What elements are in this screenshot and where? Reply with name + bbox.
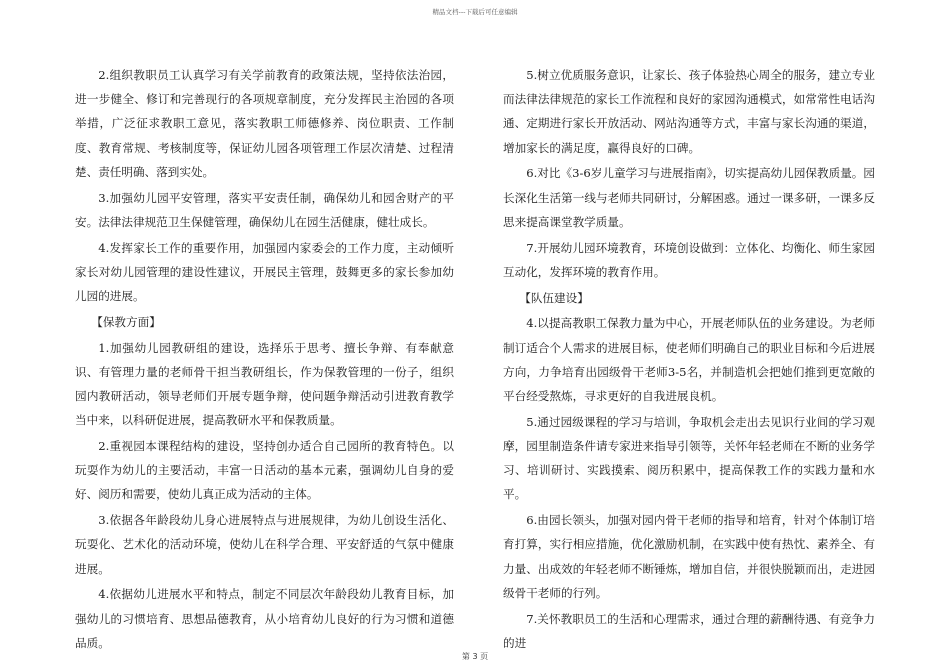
page-number: 第 3 页: [461, 652, 489, 661]
paragraph: 5.树立优质服务意识，让家长、孩子体验热心周全的服务，建立专业而法律法律规范的家长工作流程和良好的家园沟通模式，如常常性电话沟通、定期进行家长开放活动、网站沟通等方式，丰富与家长沟通的渠道，增加家长的满足度，赢得良好的口碑。: [503, 68, 875, 155]
paragraph: 2.重视园本课程结构的建设，坚持创办适合自己园所的教育特色。以玩耍作为幼儿的主要活动，丰富一日活动的基本元素，强调幼儿自身的爱好、阅历和需要，使幼儿真正成为活动的主体。: [75, 439, 454, 502]
paragraph: 4.以提高教职工保教力量为中心，开展老师队伍的业务建设。为老师制订适合个人需求的进展目标，使老师们明确自己的职业目标和今后进展方向，力争培育出园级骨干老师3-5名，并制造机会把她们推到更宽敞的平台经受熬炼，寻求更好的自我进展良机。: [503, 316, 875, 404]
page-header: 精品文档---下载后可任意编辑: [432, 8, 518, 16]
paragraph: 2.组织教职员工认真学习有关学前教育的政策法规，坚持依法治园，进一步健全、修订和完善现行的各项规章制度，充分发挥民主治园的各项举措，广泛征求教职工意见，落实教职工师德修养、岗位职责、工作制度、教育常规、考核制度等，保证幼儿园各项管理工作层次清楚、过程清楚、责任明确、落到实处。: [75, 68, 454, 179]
right-column: [503, 63, 875, 657]
paragraph: 3.加强幼儿园平安管理，落实平安责任制，确保幼儿和园舍财产的平安。法律法律规范卫生保健管理，确保幼儿在园生活健康，健壮成长。: [75, 190, 454, 229]
paragraph: 6.对比《3-6岁儿童学习与进展指南》，切实提高幼儿园保教质量。园长深化生活第一线与老师共同研讨，分解困惑。通过一课多研，一课多反思来提高课堂教学质量。: [503, 166, 875, 229]
paragraph: 6.由园长领头，加强对园内骨干老师的指导和培育，针对个体制订培育打算，实行相应措施，优化激励机制，在实践中使有热忱、素养全、有力量、出成效的年轻老师不断锤炼，增加自信，并很快脱颖而出，走进园级骨干老师的行列。: [503, 513, 875, 600]
section-heading-baojiao: 【保教方面】: [91, 314, 161, 329]
paragraph: 5.通过园级课程的学习与培训，争取机会走出去见识行业间的学习观摩，园里制造条件请专家进来指导引领等，关怀年轻老师在不断的业务学习、培训研讨、实践摸索、阅历积累中，提高保教工作的实践力量和水平。: [503, 414, 875, 502]
left-column: [75, 63, 454, 657]
paragraph: 1.加强幼儿园教研组的建设，选择乐于思考、擅长争辩、有奉献意识、有管理力量的老师骨干担当教研组长，作为保教管理的一份子，组织园内教研活动，领导老师们开展专题争辩，使问题争辩活动引进教育教学当中来，以科研促进展，提高教研水平和保教质量。: [75, 340, 454, 428]
paragraph: 3.依据各年龄段幼儿身心进展特点与进展规律，为幼儿创设生活化、玩耍化、艺术化的活动环境，使幼儿在科学合理、平安舒适的气氛中健康进展。: [75, 513, 454, 576]
paragraph: 4.依据幼儿进展水平和特点，制定不同层次年龄段幼儿教育目标，加强幼儿的习惯培育、思想品德教育，从小培育幼儿良好的行为习惯和道德品质。: [75, 587, 454, 650]
paragraph: 7.关怀教职员工的生活和心理需求，通过合理的薪酬待遇、有竞争力的进: [503, 611, 875, 650]
section-heading-team: 【队伍建设】: [519, 290, 589, 305]
paragraph: 4.发挥家长工作的重要作用，加强园内家委会的工作力度，主动倾听家长对幼儿园管理的建设性建议，开展民主管理，鼓舞更多的家长参加幼儿园的进展。: [75, 240, 454, 304]
paragraph: 7.开展幼儿园环境教育，环境创设做到：立体化、均衡化、师生家园互动化，发挥环境的教育作用。: [503, 240, 875, 279]
